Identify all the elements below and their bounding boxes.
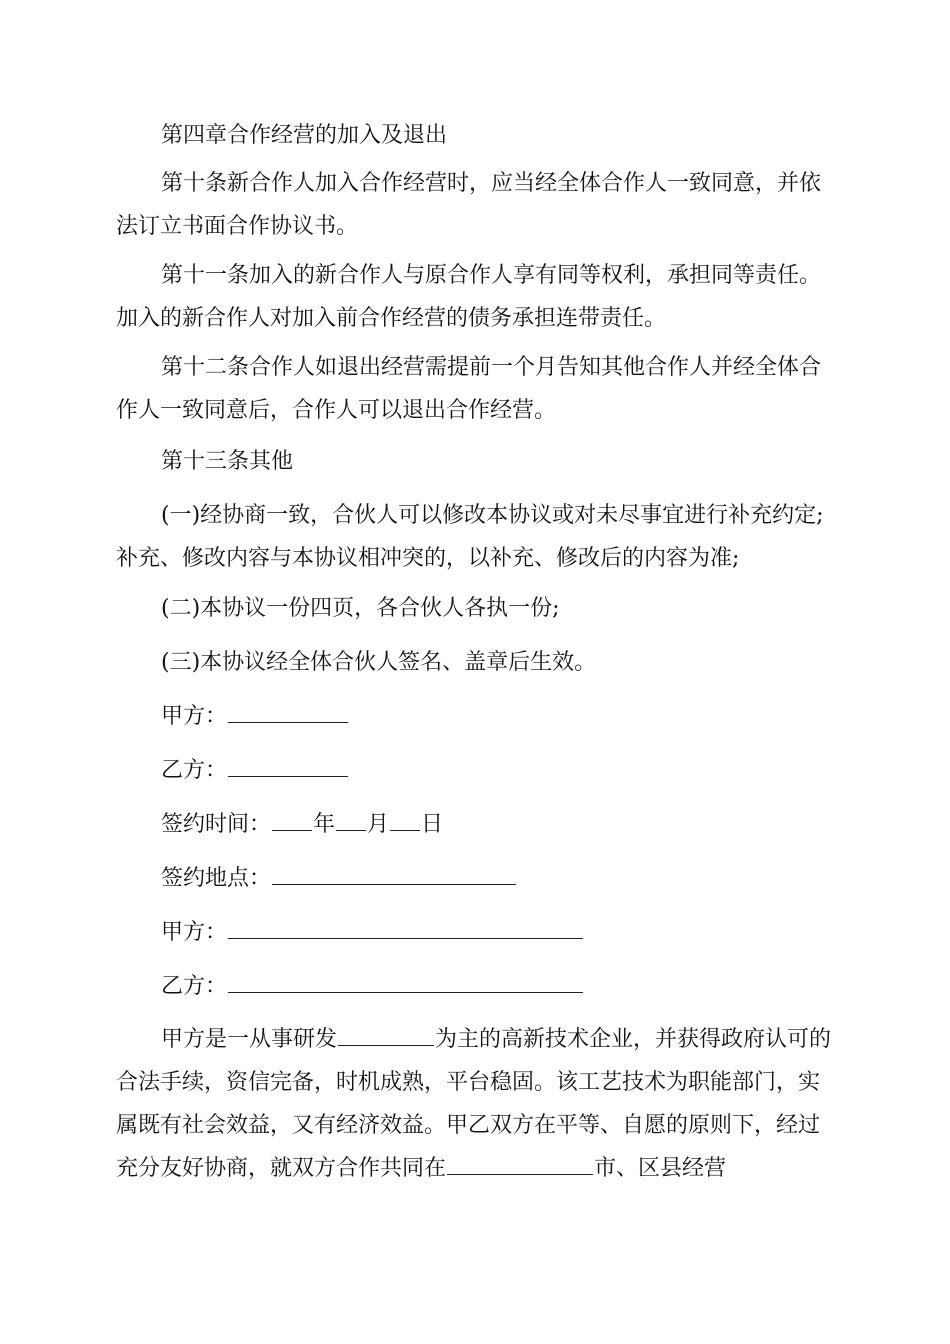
party-b-signature-line <box>161 756 349 786</box>
sign-place-blank <box>272 864 516 885</box>
sign-place-line <box>161 864 517 894</box>
party-a-blank <box>228 702 348 723</box>
item-2: (二)本协议一份四页，各合伙人各执一份; <box>161 596 560 621</box>
final-paragraph <box>116 1018 836 1190</box>
sign-time-label: 签约时间： <box>161 812 272 837</box>
party-b-blank <box>228 756 348 777</box>
party-a-label-2: 甲方： <box>161 920 228 945</box>
party-b-label: 乙方： <box>161 758 228 783</box>
sign-time-line <box>161 810 443 840</box>
article-13: 第十三条其他 <box>161 449 294 474</box>
party-a-label: 甲方： <box>161 704 228 729</box>
month-blank <box>336 810 366 831</box>
party-a-line-2 <box>161 918 584 948</box>
final-part-3: 市、区县经营 <box>594 1156 727 1181</box>
sign-place-label: 签约地点： <box>161 866 272 891</box>
research-field-blank <box>338 1025 434 1046</box>
final-part-2: 为主的高新技术企业，并获得政府认可的合法手续，资信完备，时机成熟，平台稳固。该工艺技术为职能部门，实属既有社会效益，又有经济效益。甲乙双方在平等、自愿的原则下，经过充分友好协商，就双方合作共同在 <box>116 1027 832 1181</box>
article-10: 第十条新合作人加入合作经营时，应当经全体合作人一致同意，并依法订立书面合作协议书。 <box>116 171 822 239</box>
day-label: 日 <box>421 812 444 837</box>
city-blank <box>447 1154 593 1175</box>
item-1: (一)经协商一致，合伙人可以修改本协议或对未尽事宜进行补充约定;补充、修改内容与本协议相冲突的，以补充、修改后的内容为准; <box>116 503 824 571</box>
year-blank <box>272 810 312 831</box>
day-blank <box>390 810 420 831</box>
item-3: (三)本协议经全体合伙人签名、盖章后生效。 <box>161 650 597 675</box>
year-label: 年 <box>313 812 336 837</box>
party-b-line-2 <box>161 972 584 1002</box>
chapter-title: 第四章合作经营的加入及退出 <box>161 123 448 148</box>
article-12: 第十二条合作人如退出经营需提前一个月告知其他合作人并经全体合作人一致同意后，合作人可以退出合作经营。 <box>116 355 822 423</box>
final-part-1: 甲方是一从事研发 <box>161 1027 338 1052</box>
month-label: 月 <box>367 812 390 837</box>
party-b-label-2: 乙方： <box>161 974 228 999</box>
article-11: 第十一条加入的新合作人与原合作人享有同等权利，承担同等责任。加入的新合作人对加入前合作经营的债务承担连带责任。 <box>116 263 822 331</box>
party-a-signature-line <box>161 702 349 732</box>
party-a-blank-2 <box>228 918 583 939</box>
party-b-blank-2 <box>228 972 583 993</box>
